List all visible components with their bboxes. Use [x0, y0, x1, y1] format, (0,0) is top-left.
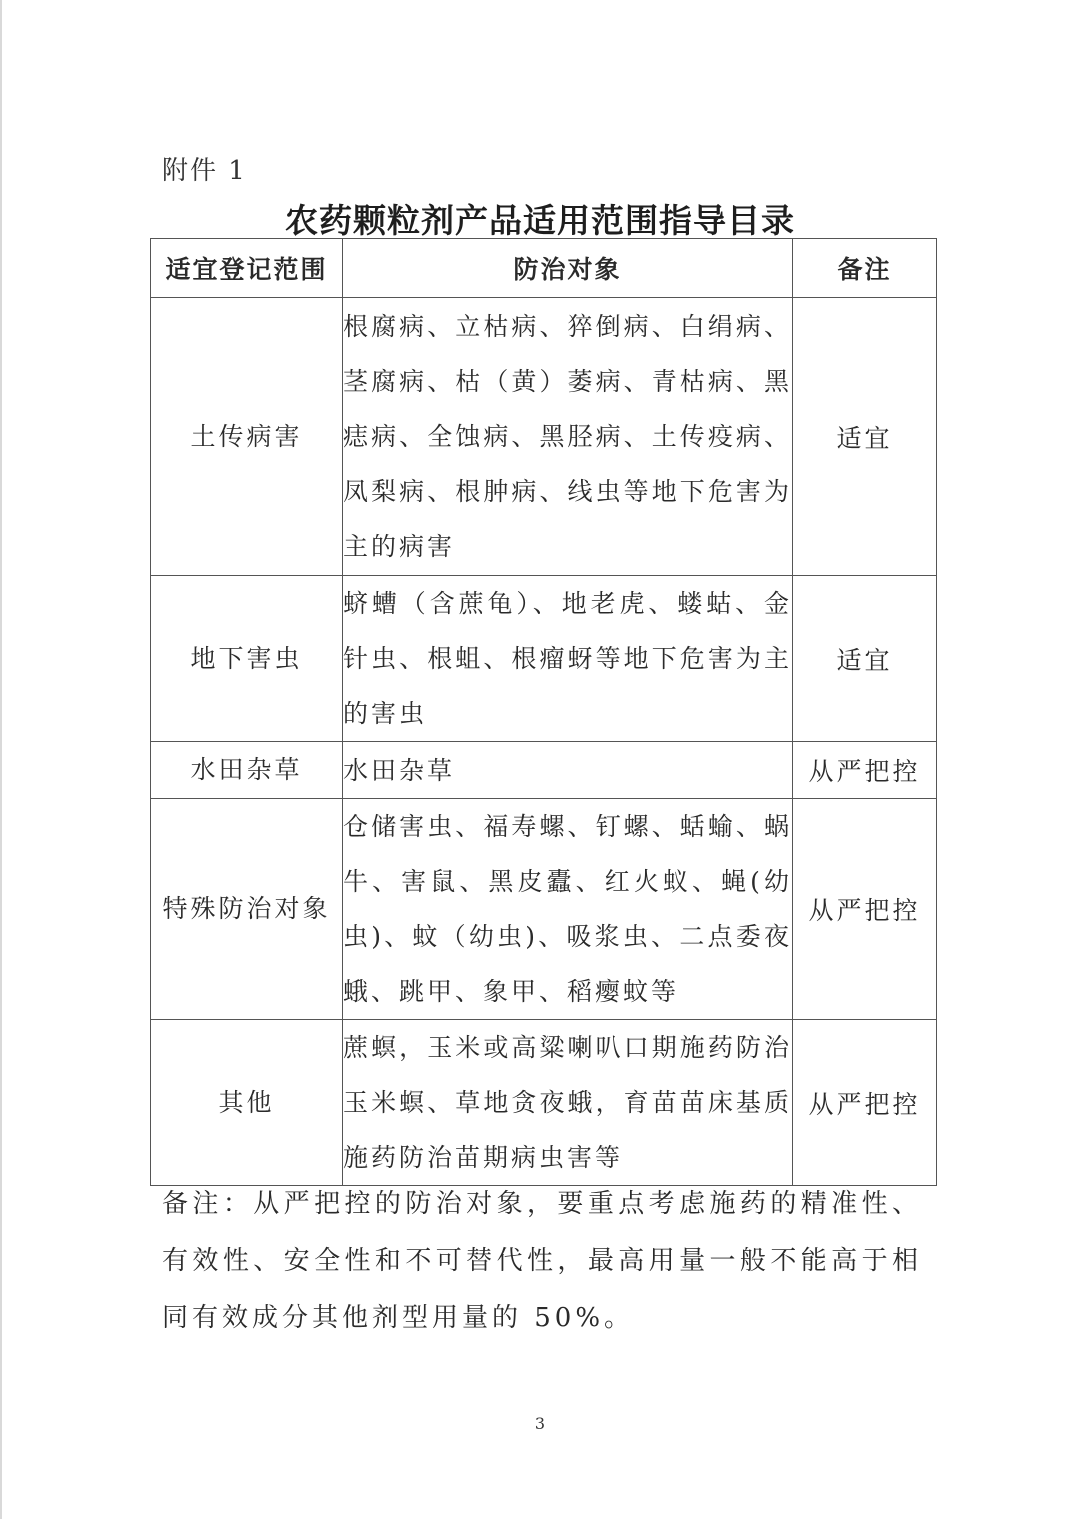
- row-note: 从严把控: [793, 1020, 937, 1186]
- row-note: 适宜: [793, 576, 937, 742]
- header-scope: 适宜登记范围: [151, 239, 343, 298]
- row-scope: 其他: [151, 1020, 343, 1186]
- header-note: 备注: [793, 239, 937, 298]
- row-targets: 水田杂草: [343, 742, 793, 799]
- table-row: [151, 298, 937, 576]
- table-row: [151, 576, 937, 742]
- document-title: 农药颗粒剂产品适用范围指导目录: [285, 201, 795, 240]
- row-targets: 蛴螬（含蔗龟）、地老虎、蝼蛄、金针虫、根蛆、根瘤蚜等地下危害为主的害虫: [343, 576, 793, 742]
- row-targets: 蔗螟，玉米或高粱喇叭口期施药防治玉米螟、草地贪夜蛾，育苗苗床基质施药防治苗期病虫害等: [343, 1020, 793, 1186]
- table-row: [151, 1020, 937, 1186]
- row-scope: 水田杂草: [151, 742, 343, 799]
- header-targets: 防治对象: [343, 239, 793, 298]
- row-note: 从严把控: [793, 799, 937, 1020]
- row-targets: 根腐病、立枯病、猝倒病、白绢病、茎腐病、枯（黄）萎病、青枯病、黑痣病、全蚀病、黑胫病、土传疫病、凤梨病、根肿病、线虫等地下危害为主的病害: [343, 298, 793, 576]
- catalog-table: [150, 238, 937, 1186]
- row-scope: 土传病害: [151, 298, 343, 576]
- table-header-row: [151, 239, 937, 298]
- row-scope: 地下害虫: [151, 576, 343, 742]
- table-row: [151, 742, 937, 799]
- table-row: [151, 799, 937, 1020]
- row-note: 适宜: [793, 298, 937, 576]
- row-targets: 仓储害虫、福寿螺、钉螺、蛞蝓、蜗牛、害鼠、黑皮蠹、红火蚁、蝇(幼虫)、蚊（幼虫)、吸浆虫、二点委夜蛾、跳甲、象甲、稻瘿蚊等: [343, 799, 793, 1020]
- page-number: 3: [534, 1414, 546, 1433]
- row-note: 从严把控: [793, 742, 937, 799]
- attachment-label: 附件 1: [162, 156, 247, 186]
- row-scope: 特殊防治对象: [151, 799, 343, 1020]
- footnote: 备注：从严把控的防治对象，要重点考虑施药的精准性、有效性、安全性和不可替代性，最高用量一般不能高于相同有效成分其他剂型用量的 50%。: [162, 1189, 922, 1333]
